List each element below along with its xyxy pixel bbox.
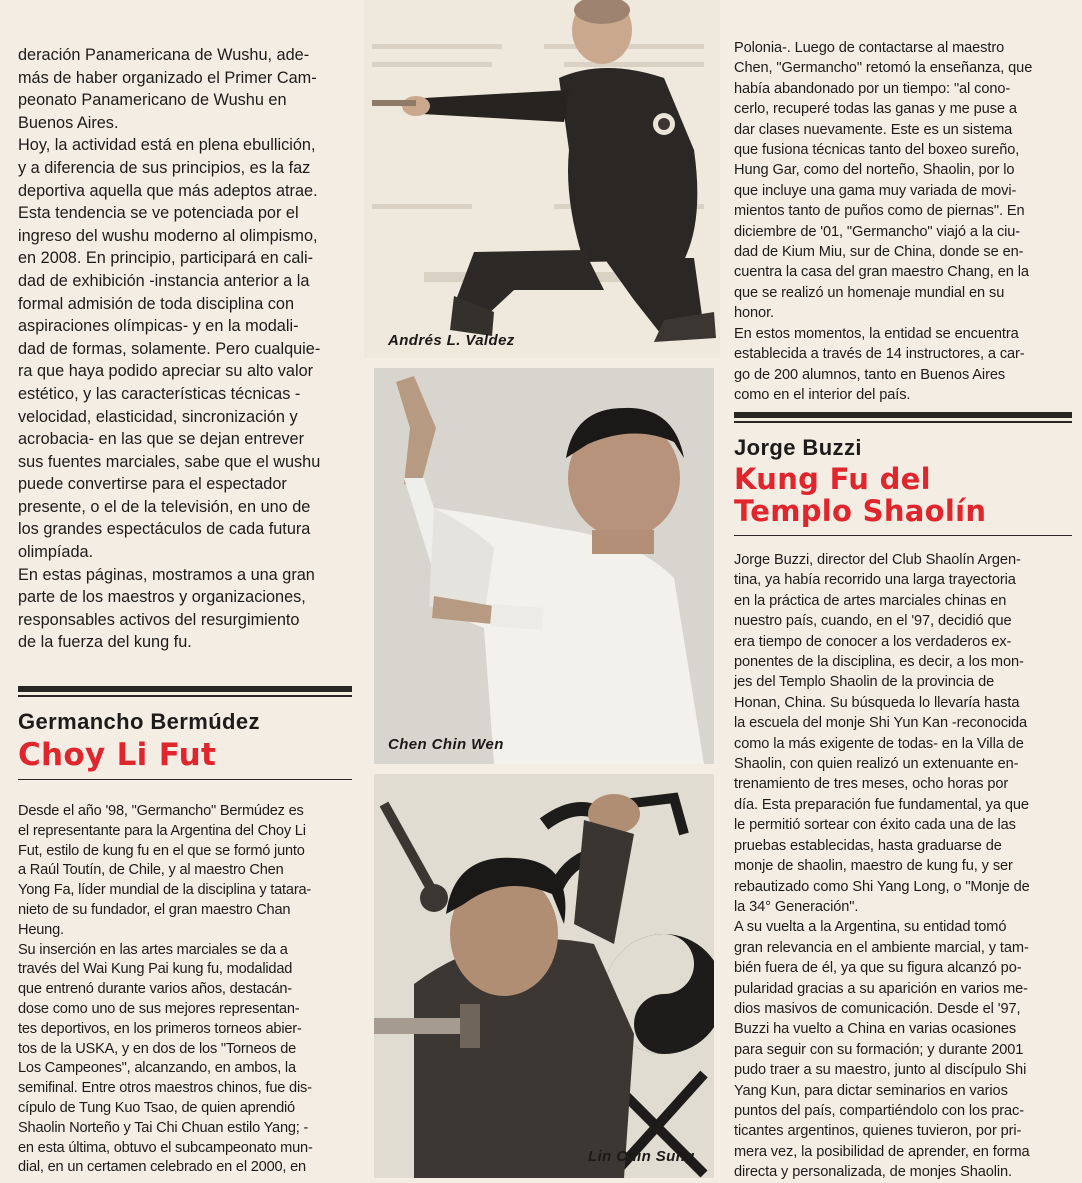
right-top-column <box>734 38 1074 405</box>
intro-paragraph: deración Panamericana de Wushu, ade- más de haber organizado el Primer Cam- peonato Panamericano de Wushu en Buenos Aires. <box>18 46 317 132</box>
body-paragraph: Polonia-. Luego de contactarse al maestro Chen, "Germancho" retomó la enseñanza, que había abandonado por un tiempo: "al cono- cerlo, recuperé todas las ganas y me puse a dar clases nuevamente. Este es un sistema que fusiona técnicas tanto del boxeo sureño, Hung Gar, como del norteño, Shaolin, por lo que incluye una gama muy variada de movi- mientos tanto de puños como de piernas". En diciembre de '01, "Germancho" viajó a la ciu- dad de Kium Miu, sur de China, donde se en- cuentra la casa del gran maestro Chang, en la que se realizó un homenaje mundial en su honor. <box>734 40 1033 322</box>
section-bottom-rule <box>18 779 352 781</box>
chen-chin-wen-illustration <box>374 368 714 764</box>
section-body <box>734 550 1072 1183</box>
photo-lin-chin-sung <box>374 774 714 1178</box>
section-top-rule <box>734 412 1072 418</box>
left-intro-column <box>18 44 354 654</box>
intro-paragraph: Hoy, la actividad está en plena ebullición, y a diferencia de sus principios, es la faz deportiva aquella que más adeptos atrae. Esta tendencia se ve potenciada por el ingreso del wushu moderno al olimpismo, en 2008. En principio, participará en cali- dad de exhibición -instancia anterior a la formal admisión de toda disciplina con aspiraciones olímpicas- y en la modali- dad de formas, solamente. Pero cualquie- ra que haya podido apreciar su alto valor estético, y las características técnicas - velocidad, elasticidad, sincronización y acrobacia- en las que se dejan entrever sus fuentes marciales, sabe que el wushu puede convertirse para el espectador presente, o el de la televisión, en uno de los grandes espectáculos de cada futura olimpíada. <box>18 136 321 562</box>
body-paragraph: En estos momentos, la entidad se encuentra establecida a través de 14 instructores, a car- go de 200 alumnos, tanto en Buenos Aires como en el interior del país. <box>734 325 1025 403</box>
section-title-line-1: Kung Fu del <box>734 461 931 496</box>
body-paragraph: Jorge Buzzi, director del Club Shaolín Argen- tina, ya había recorrido una larga trayectoria en la práctica de artes marciales chinas en nuestro país, cuando, en el '97, decidió que era tiempo de conocer a los verdaderos ex- ponentes de la disciplina, es decir, a los mon- jes del Templo Shaolin de la provincia de Honan, China. Su búsqueda lo llevaría hasta la escuela del monje Shi Yun Kan -reconocida como la más exigente de todas- en la Villa de Shaolin, con quien realizó un extenuante en- trenamiento de tres meses, ocho horas por día. Esta preparación fue fundamental, ya que le permitió sortear con éxito cada una de las pruebas establecidas, hasta graduarse de monje de shaolin, maestro de kung fu, y ser rebautizado como Shi Yang Long, o "Monje de la 34° Generación". <box>734 552 1030 915</box>
section-top-rule-thin <box>18 695 352 697</box>
section-body <box>18 802 352 1178</box>
section-name: Jorge Buzzi <box>734 434 862 460</box>
lin-chin-sung-illustration <box>374 774 714 1178</box>
intro-paragraph: En estas páginas, mostramos a una gran parte de los maestros y organizaciones, responsables activos del resurgimiento de la fuerza del kung fu. <box>18 565 315 652</box>
section-name: Germancho Bermúdez <box>18 708 260 734</box>
section-bottom-rule <box>734 535 1072 537</box>
section-top-rule <box>18 686 352 692</box>
section-title: Choy Li Fut <box>18 736 217 773</box>
body-paragraph: Desde el año '98, "Germancho" Bermúdez es el representante para la Argentina del Choy Li Fut, estilo de kung fu en el que se formó junto a Raúl Toutín, de Chile, y al maestro Chen Yong Fa, líder mundial de la disciplina y tatara- nieto de su fundador, el gran maestro Chan Heung. <box>18 803 312 938</box>
photo-caption: Chen Chin Wen <box>388 736 504 753</box>
section-jorge-buzzi <box>734 412 1072 1183</box>
kneeling-figure-illustration <box>364 0 720 358</box>
section-title-line-2: Templo Shaolín <box>734 493 987 528</box>
photo-caption: Andrés L. Valdez <box>388 332 515 349</box>
section-germancho <box>18 686 352 1178</box>
body-paragraph: A su vuelta a la Argentina, su entidad tomó gran relevancia en el ambiente marcial, y tam- bién fuera de él, ya que su figura alcanzó po- pularidad gracias a su aparición en varios me- dios masivos de comunicación. Desde el '97, Buzzi ha vuelto a China en varias ocasiones para seguir con su formación; y durante 2001 pudo traer a su maestro, junto al discípulo Shi Yang Kun, para dictar seminarios en varios puntos del país, compartiéndolo con los prac- ticantes argentinos, quienes tuvieron, por pri- mera vez, la posibilidad de aprender, en forma directa y personalizada, de monjes Shaolin. <box>734 919 1030 1181</box>
photo-caption: Lin Chin Sung <box>588 1148 695 1165</box>
section-top-rule-thin <box>734 421 1072 423</box>
body-paragraph: Su inserción en las artes marciales se da a través del Wai Kung Pai kung fu, modalidad que entrenó durante varios años, destacán- dose como uno de sus mejores representan- tes deportivos, en los primeros torneos abier- tos de la USKA, y en dos de los "Torneos de Los Campeones", alcanzando, en ambos, la semifinal. Entre otros maestros chinos, fue dis- cípulo de Tung Kuo Tsao, de quien aprendió Shaolin Norteño y Tai Chi Chuan estilo Yang; - en esta última, obtuvo el subcampeonato mun- dial, en un certamen celebrado en el 2000, en <box>18 941 313 1176</box>
photo-andres-valdez <box>364 0 720 358</box>
photo-chen-chin-wen <box>374 368 714 764</box>
